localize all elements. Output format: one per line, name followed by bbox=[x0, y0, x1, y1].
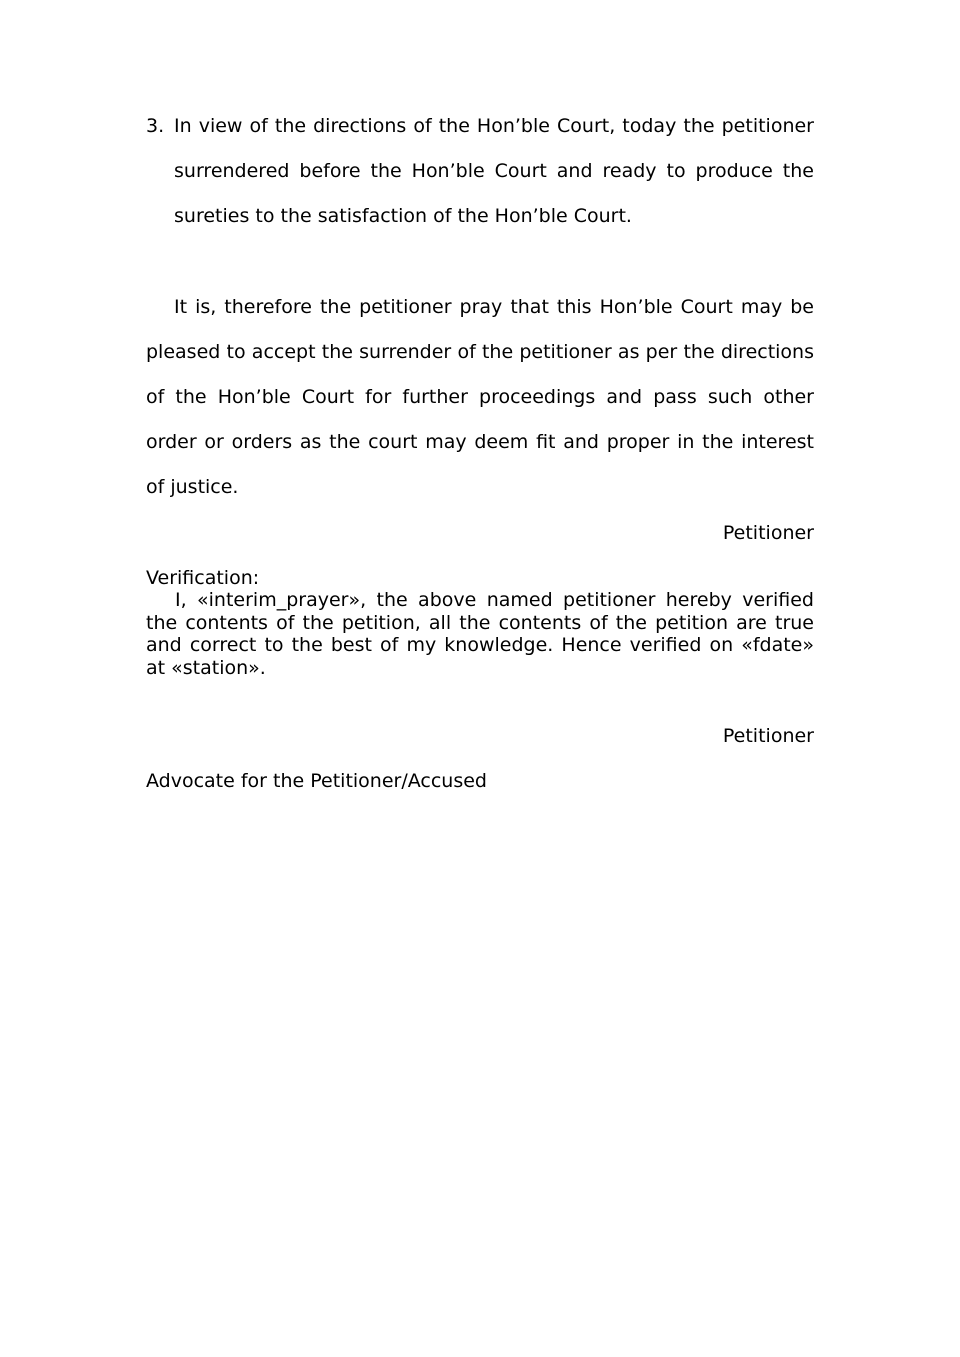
verification-text: I, «interim_prayer», the above named petitioner hereby verified the contents of the petition, all the contents of the petition are true and correct to the best of my knowledge. Hence verified on «fdate» at «station». bbox=[146, 589, 814, 679]
petitioner-signature-1: Petitioner bbox=[722, 522, 814, 544]
paragraph-3-text: In view of the directions of the Hon’ble Court, today the petitioner surrendered before the Hon’ble Court and ready to produce the sureties to the satisfaction of the Hon’ble Court. bbox=[174, 115, 814, 227]
advocate-signature: Advocate for the Petitioner/Accused bbox=[146, 770, 487, 792]
prayer-paragraph: It is, therefore the petitioner pray that this Hon’ble Court may be pleased to accept the surrender of the petitioner as per the directions of the Hon’ble Court for further proceedings and pass such other order or orders as the court may deem fit and proper in the interest of justice. bbox=[146, 296, 814, 498]
verification-heading: Verification: bbox=[146, 567, 260, 589]
numbered-paragraph-3 bbox=[146, 104, 814, 239]
paragraph-number: 3. bbox=[146, 115, 165, 137]
petitioner-signature-2: Petitioner bbox=[722, 725, 814, 747]
